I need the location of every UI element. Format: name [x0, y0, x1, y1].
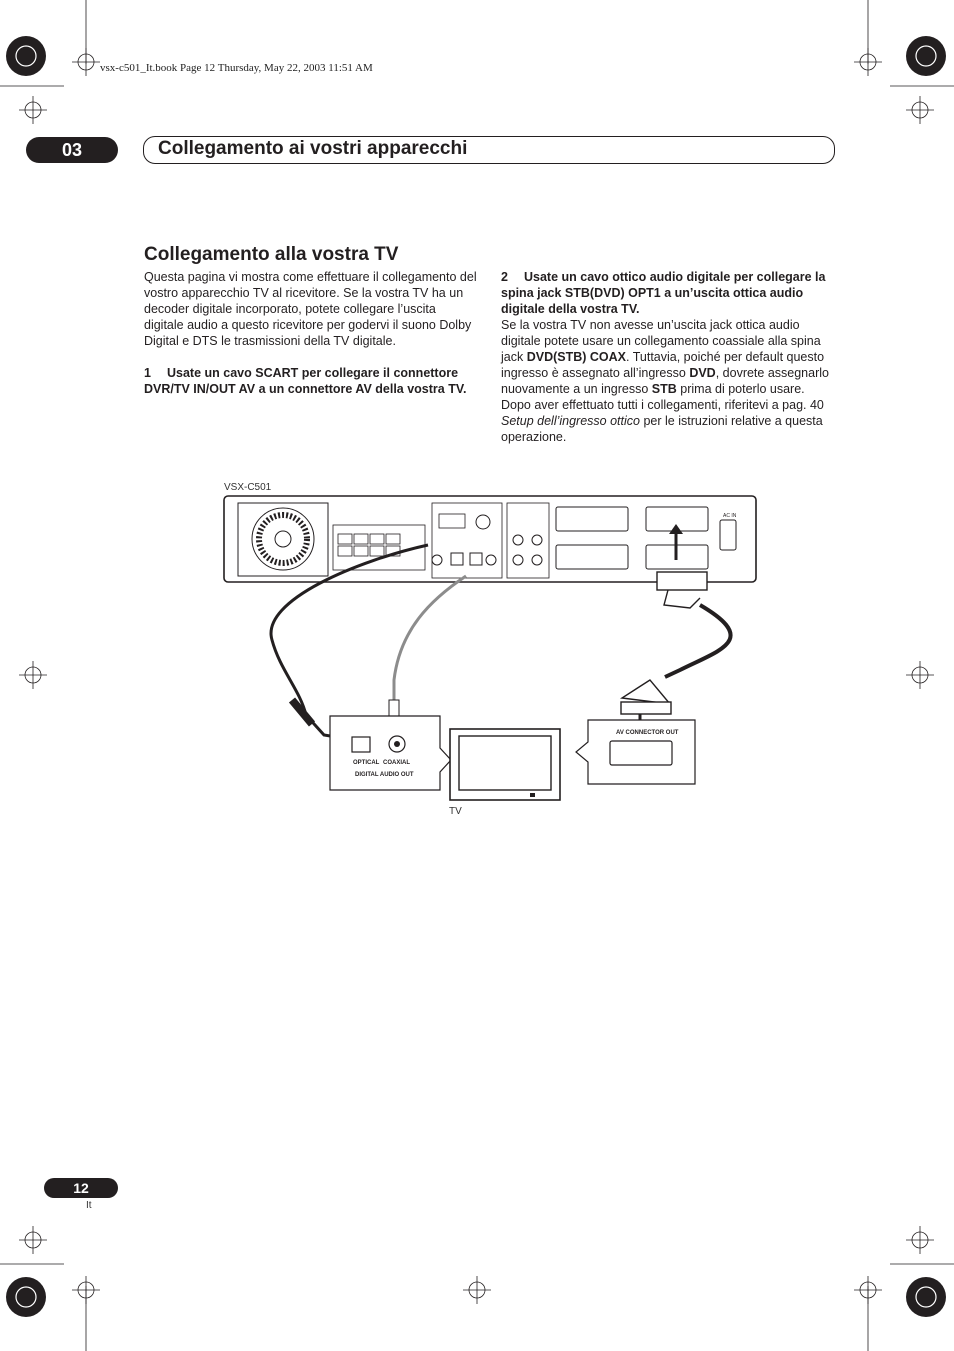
tv-av-connector-panel: [576, 720, 695, 784]
receiver-label: VSX-C501: [224, 482, 272, 493]
step-2-italic: Setup dell’ingresso ottico: [501, 414, 640, 428]
tv-label: TV: [449, 806, 462, 817]
step-2-number: 2: [501, 270, 508, 284]
book-line: vsx-c501_It.book Page 12 Thursday, May 22, 2003 11:51 AM: [100, 62, 373, 74]
page-number: 12: [44, 1178, 118, 1198]
optical-label: OPTICAL: [353, 760, 380, 766]
language-code: It: [86, 1200, 92, 1211]
step-2-bold-c: STB: [651, 382, 677, 396]
tv-digital-audio-out-panel: [330, 716, 451, 790]
section-title: Collegamento alla vostra TV: [144, 244, 399, 265]
step-1-number: 1: [144, 366, 151, 380]
intro-paragraph: Questa pagina vi mostra come effettuare il collegamento del vostro apparecchio TV al ricevitore. Se la vostra TV ha un decoder digitale incorporato, potete collegare l’uscita digitale audio a questo ricevitore per godervi il suono Dolby Digital e DTS le trasmissioni della TV digitale.: [144, 270, 477, 348]
step-2-body-e: per le istruzioni relative a questa operazione.: [501, 414, 823, 444]
step-2-body-c: , dovrete assegnarlo nuovamente a un ingresso: [501, 366, 829, 396]
step-1-text: Usate un cavo SCART per collegare il connettore DVR/TV IN/OUT AV a un connettore AV della vostra TV.: [144, 366, 467, 396]
av-connector-label: AV CONNECTOR OUT: [616, 730, 679, 736]
step-2-bold-a: DVD(STB) COAX: [526, 350, 627, 364]
step-2-body-a: Se la vostra TV non avesse un’uscita jack ottica audio digitale potete usare un collegamento coassiale alla spina jack: [501, 318, 821, 364]
digital-out-label: DIGITAL AUDIO OUT: [355, 772, 414, 778]
step-2-text: Usate un cavo ottico audio digitale per collegare la spina jack STB(DVD) OPT1 a un’uscita ottica audio digitale della vostra TV.: [501, 270, 826, 316]
step-2-bold-b: DVD: [689, 366, 716, 380]
coaxial-cable: [394, 576, 466, 735]
chapter-title: Collegamento ai vostri apparecchi: [158, 138, 468, 159]
tv-illustration: [450, 729, 560, 800]
ac-in-label: AC IN: [723, 513, 737, 519]
step-2-body-b: . Tuttavia, poiché per default questo ingresso è assegnato all’ingresso: [501, 350, 825, 380]
chapter-number: 03: [26, 137, 118, 163]
step-2-body-d: prima di poterlo usare. Dopo aver effettuato tutti i collegamenti, riferitevi a pag. 40: [501, 382, 824, 412]
coaxial-label: COAXIAL: [383, 760, 410, 766]
